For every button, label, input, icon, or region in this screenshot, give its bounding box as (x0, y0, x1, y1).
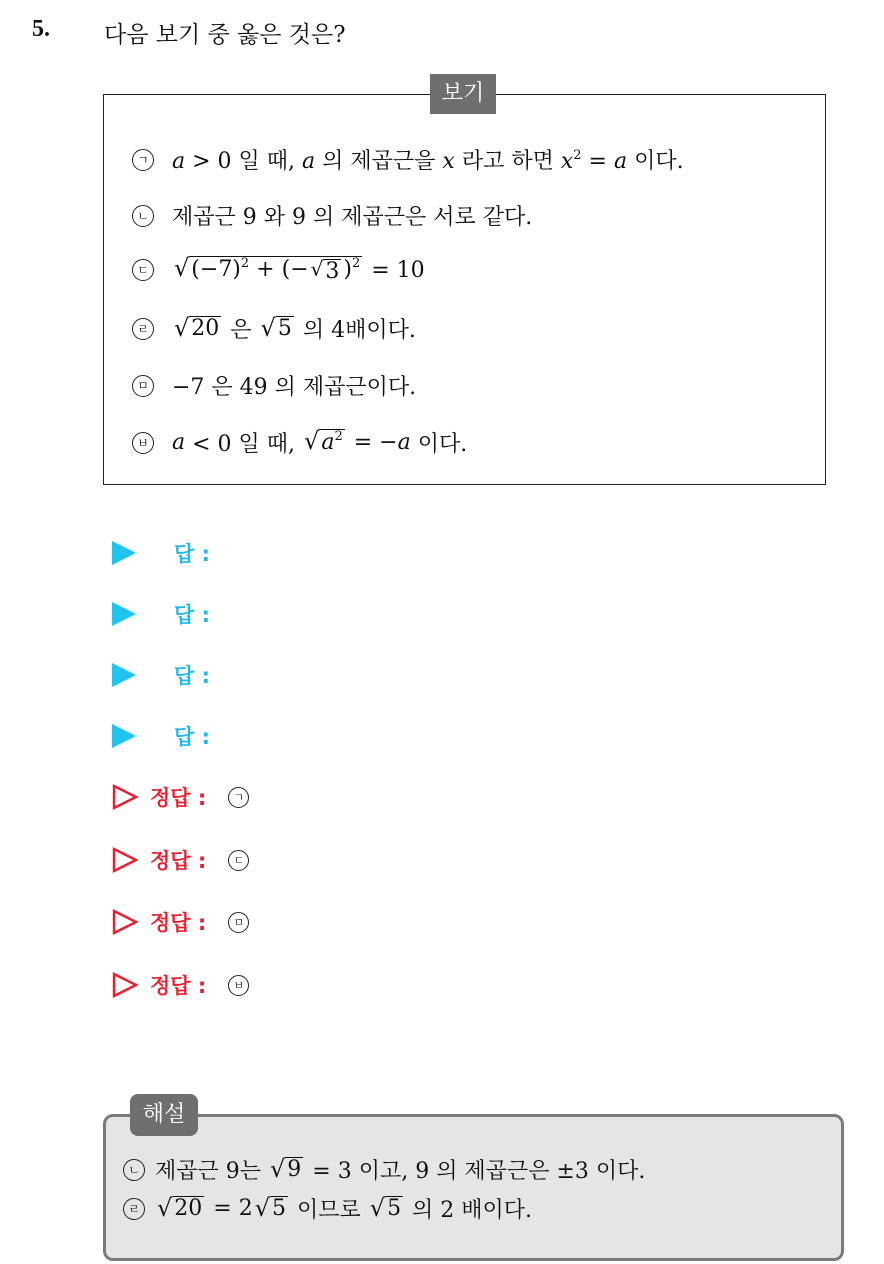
bogi-item-1 (132, 144, 684, 175)
bogi-item-2 (132, 200, 532, 231)
outline-triangle-icon (112, 847, 138, 873)
correct-answer-row (112, 782, 249, 812)
circled-marker: ㅂ (228, 975, 249, 996)
correct-answer-row (112, 907, 249, 937)
answer-label: 답 : (174, 725, 210, 749)
bogi-item-4 (132, 313, 416, 344)
question-text: 다음 보기 중 옳은 것은? (104, 22, 346, 48)
play-triangle-icon (112, 602, 136, 626)
circled-marker: ㅂ (132, 432, 154, 454)
correct-label: 정답 : (150, 786, 207, 810)
answer-label: 답 : (174, 664, 210, 688)
outline-triangle-icon (112, 909, 138, 935)
circled-marker: ㄷ (228, 850, 249, 871)
bogi-label: 보기 (430, 74, 496, 114)
math-expression: √ 20 은 √ 5 의 4배이다. (174, 313, 416, 343)
solution-label: 해설 (130, 1094, 198, 1136)
solution-line-1 (123, 1154, 645, 1185)
circled-marker: ㄴ (123, 1159, 145, 1181)
play-triangle-icon (112, 724, 136, 748)
math-expression: 제곱근 9 와 9 의 제곱근은 서로 같다. (172, 205, 533, 230)
math-expression: a > 0 일 때, a 의 제곱근을 x 라고 하면 $x^2 = a$ 이다. (172, 148, 684, 174)
answer-row[interactable] (112, 660, 210, 690)
circled-marker: ㄱ (132, 149, 154, 171)
math-expression: 제곱근 9는 √ 9 = 3 이고, 9 의 제곱근은 ±3 이다. (155, 1154, 646, 1184)
circled-marker: ㄴ (132, 205, 154, 227)
math-expression: √ $(-7)^2$ + (− √ 3 )$^2$ = 10 (174, 254, 425, 284)
circled-marker: ㅁ (132, 375, 154, 397)
answer-row[interactable] (112, 599, 210, 629)
bogi-item-6 (132, 427, 467, 458)
math-expression: √ 20 = 2 √ 5 이므로 √ 5 의 2 배이다. (157, 1193, 533, 1223)
question-number: 5. (32, 16, 50, 42)
circled-marker: ㄱ (228, 787, 249, 808)
correct-answer-row (112, 970, 249, 1000)
correct-label: 정답 : (150, 911, 207, 935)
bogi-item-3 (132, 256, 425, 284)
outline-triangle-icon (112, 972, 138, 998)
math-expression: a < 0 일 때, √ $a^2$ = − a 이다. (172, 427, 468, 457)
circled-marker: ㄹ (132, 318, 154, 340)
correct-answer-row (112, 845, 249, 875)
answer-row[interactable] (112, 721, 210, 751)
circled-marker: ㄷ (132, 259, 154, 281)
bogi-item-5 (132, 370, 416, 401)
circled-marker: ㄹ (123, 1198, 145, 1220)
solution-box (103, 1114, 844, 1261)
solution-line-2 (123, 1193, 532, 1224)
outline-triangle-icon (112, 784, 138, 810)
circled-marker: ㅁ (228, 912, 249, 933)
play-triangle-icon (112, 541, 136, 565)
correct-label: 정답 : (150, 974, 207, 998)
play-triangle-icon (112, 663, 136, 687)
answer-row[interactable] (112, 538, 210, 568)
answer-label: 답 : (174, 603, 210, 627)
correct-label: 정답 : (150, 849, 207, 873)
answer-label: 답 : (174, 542, 210, 566)
math-expression: −7 은 49 의 제곱근이다. (172, 375, 417, 400)
